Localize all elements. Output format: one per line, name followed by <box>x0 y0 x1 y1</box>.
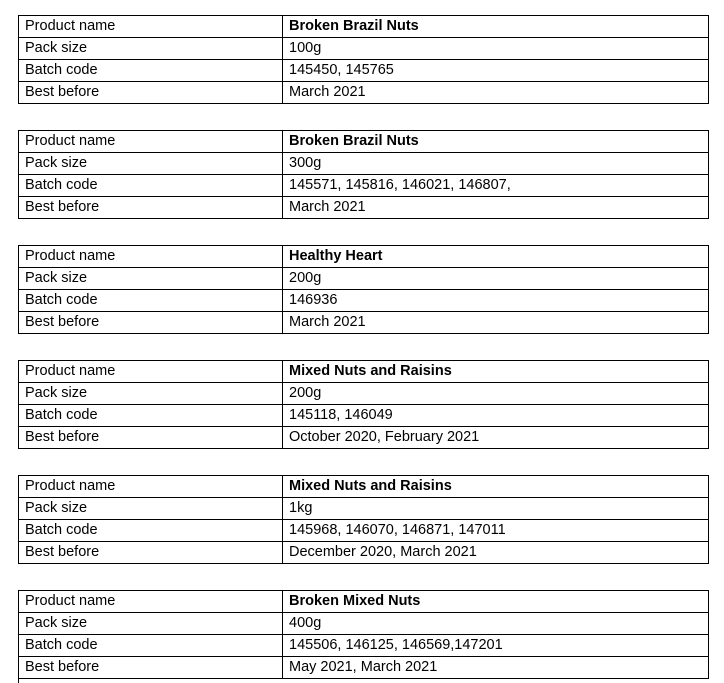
best-before-value: December 2020, March 2021 <box>283 542 709 564</box>
batch-code-label: Batch code <box>19 520 283 542</box>
batch-code-value: 145968, 146070, 146871, 147011 <box>283 520 709 542</box>
table-row <box>19 498 709 520</box>
product-name-label: Product name <box>19 591 283 613</box>
table-row <box>19 635 709 657</box>
table-row <box>19 153 709 175</box>
table-row <box>19 16 709 38</box>
batch-code-value: 145450, 145765 <box>283 60 709 82</box>
table-row <box>19 427 709 449</box>
table-row <box>19 476 709 498</box>
pack-size-value: 400g <box>283 613 709 635</box>
pack-size-value: 200g <box>283 383 709 405</box>
table-row <box>19 82 709 104</box>
product-table-3 <box>18 245 709 334</box>
best-before-value: May 2021, March 2021 <box>283 657 709 679</box>
table-row <box>19 657 709 679</box>
table-row <box>19 60 709 82</box>
pack-size-label: Pack size <box>19 383 283 405</box>
table-row <box>19 383 709 405</box>
batch-code-label: Batch code <box>19 405 283 427</box>
product-name-label: Product name <box>19 246 283 268</box>
table-row <box>19 312 709 334</box>
product-name-value: Healthy Heart <box>283 246 709 268</box>
pack-size-value: 300g <box>283 153 709 175</box>
batch-code-value: 145118, 146049 <box>283 405 709 427</box>
product-name-value: Broken Mixed Nuts <box>283 591 709 613</box>
product-name-label: Product name <box>19 476 283 498</box>
pack-size-label: Pack size <box>19 613 283 635</box>
table-row <box>19 361 709 383</box>
batch-code-value: 145571, 145816, 146021, 146807, <box>283 175 709 197</box>
pack-size-value: 100g <box>283 38 709 60</box>
table-row <box>19 520 709 542</box>
table-row <box>19 405 709 427</box>
best-before-label: Best before <box>19 657 283 679</box>
best-before-label: Best before <box>19 542 283 564</box>
batch-code-label: Batch code <box>19 175 283 197</box>
table-row <box>19 175 709 197</box>
table-row <box>19 591 709 613</box>
product-name-label: Product name <box>19 361 283 383</box>
table-row <box>19 542 709 564</box>
product-name-value: Mixed Nuts and Raisins <box>283 361 709 383</box>
best-before-value: March 2021 <box>283 82 709 104</box>
pack-size-value: 1kg <box>283 498 709 520</box>
text-caret <box>18 673 19 683</box>
product-name-value: Broken Brazil Nuts <box>283 131 709 153</box>
table-row <box>19 197 709 219</box>
best-before-value: October 2020, February 2021 <box>283 427 709 449</box>
product-name-value: Broken Brazil Nuts <box>283 16 709 38</box>
pack-size-label: Pack size <box>19 498 283 520</box>
table-row <box>19 131 709 153</box>
product-table-5 <box>18 475 709 564</box>
best-before-label: Best before <box>19 427 283 449</box>
best-before-label: Best before <box>19 312 283 334</box>
product-table-4 <box>18 360 709 449</box>
pack-size-label: Pack size <box>19 38 283 60</box>
table-row <box>19 290 709 312</box>
best-before-value: March 2021 <box>283 312 709 334</box>
table-row <box>19 613 709 635</box>
pack-size-label: Pack size <box>19 268 283 290</box>
batch-code-value: 146936 <box>283 290 709 312</box>
pack-size-value: 200g <box>283 268 709 290</box>
product-table-1 <box>18 15 709 104</box>
product-table-6 <box>18 590 709 679</box>
batch-code-label: Batch code <box>19 290 283 312</box>
best-before-value: March 2021 <box>283 197 709 219</box>
pack-size-label: Pack size <box>19 153 283 175</box>
batch-code-value: 145506, 146125, 146569,147201 <box>283 635 709 657</box>
batch-code-label: Batch code <box>19 635 283 657</box>
batch-code-label: Batch code <box>19 60 283 82</box>
product-name-value: Mixed Nuts and Raisins <box>283 476 709 498</box>
best-before-label: Best before <box>19 82 283 104</box>
table-row <box>19 38 709 60</box>
table-row <box>19 268 709 290</box>
product-name-label: Product name <box>19 16 283 38</box>
product-table-2 <box>18 130 709 219</box>
best-before-label: Best before <box>19 197 283 219</box>
product-name-label: Product name <box>19 131 283 153</box>
table-row <box>19 246 709 268</box>
